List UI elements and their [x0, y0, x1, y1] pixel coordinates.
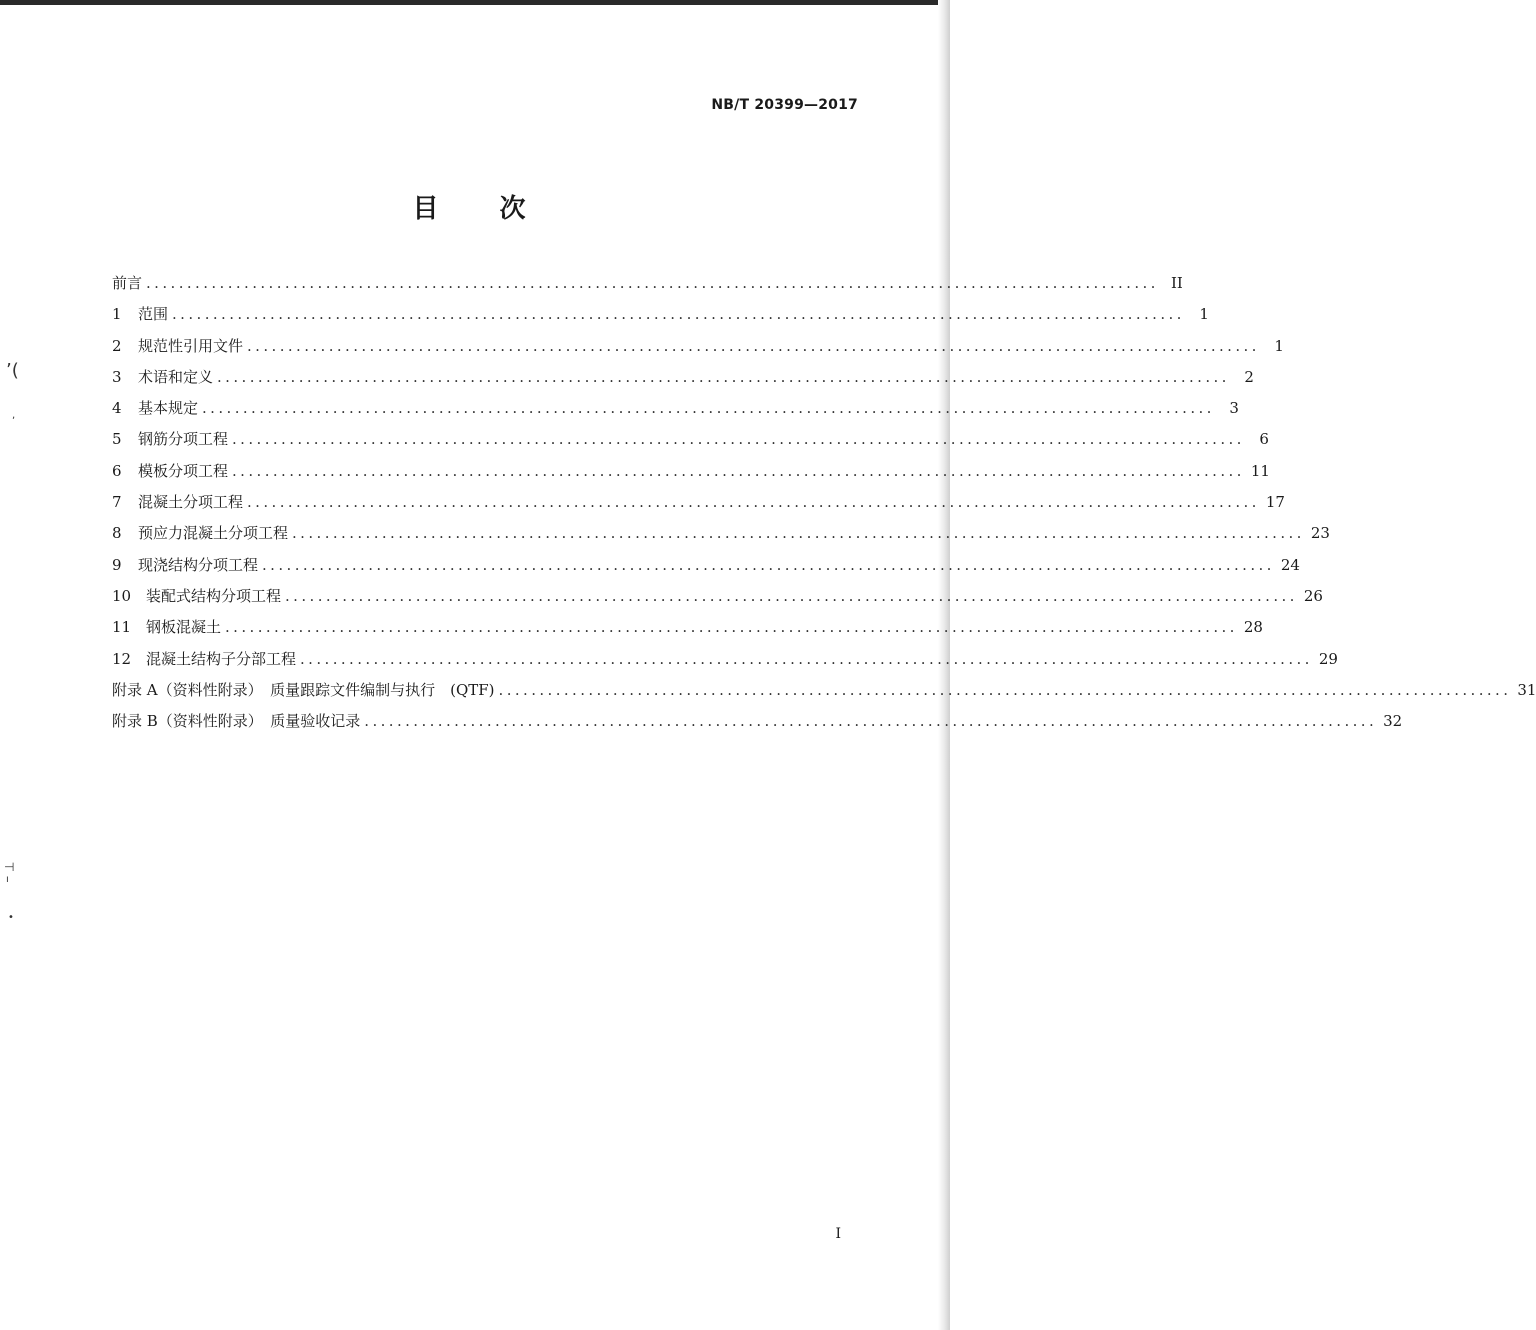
toc-entry-label [112, 393, 198, 424]
toc-entry-6[interactable] [112, 456, 1270, 487]
toc-dot-leader: ............................................................................................................................ [247, 336, 1260, 355]
toc-dot-leader: ............................................................................................................................ [300, 649, 1313, 668]
toc-title: 目 次 [412, 194, 552, 224]
toc-entry-title: 基本规定 [138, 399, 199, 418]
page-number: I [835, 1226, 841, 1242]
toc-entry-page: 31 [1517, 680, 1536, 699]
toc-entry-title: 混凝土分项工程 [138, 493, 244, 512]
scan-top-border [0, 0, 950, 5]
toc-dot-leader: ............................................................................................................................ [172, 305, 1185, 324]
toc-entry-label [112, 362, 213, 393]
toc-entry-foreword[interactable] [112, 268, 1183, 299]
toc-entry-title: 范围 [138, 305, 169, 324]
toc-entry-number: 2 [112, 336, 122, 355]
toc-entry-page: 29 [1318, 649, 1338, 668]
toc-entry-number: 8 [112, 524, 122, 543]
toc-entry-number: 3 [112, 367, 122, 386]
scan-artifact: ’( [6, 360, 19, 381]
scan-artifact: , [12, 410, 16, 421]
toc-entry-label [112, 550, 258, 581]
toc-dot-leader: ............................................................................................................................ [262, 555, 1275, 574]
toc-entry-page: 24 [1280, 555, 1300, 574]
toc-entry-page: 6 [1259, 430, 1269, 449]
toc-entry-number: 6 [112, 461, 122, 480]
toc-entry-2[interactable] [112, 331, 1284, 362]
toc-entry-page: 32 [1383, 712, 1403, 731]
toc-entry-page: 11 [1250, 461, 1270, 480]
toc-entry-title: 附录 B（资料性附录） 质量验收记录 [112, 712, 361, 731]
toc-entry-label [112, 706, 360, 737]
toc-entry-page: 2 [1244, 367, 1254, 386]
toc-entry-title: 钢板混凝土 [146, 618, 222, 637]
toc-entry-title: 规范性引用文件 [138, 336, 244, 355]
toc-entry-7[interactable] [112, 487, 1285, 518]
toc-entry-title: 术语和定义 [138, 367, 214, 386]
toc-entry-page: 17 [1265, 493, 1285, 512]
toc-entry-label [112, 424, 228, 455]
toc-entry-title: 模板分项工程 [138, 461, 229, 480]
toc-entry-page: 1 [1274, 336, 1284, 355]
toc-entry-title: 前言 [112, 274, 143, 292]
toc-entry-appendix-b[interactable] [112, 706, 1403, 737]
toc-entry-number: 12 [112, 649, 132, 668]
toc-entry-label [112, 487, 243, 518]
toc-dot-leader: ............................................................................................................................ [247, 493, 1260, 512]
toc-entry-4[interactable] [112, 393, 1239, 424]
toc-entry-3[interactable] [112, 362, 1254, 393]
toc-entry-5[interactable] [112, 424, 1269, 455]
toc-entry-page: II [1171, 274, 1183, 292]
toc-dot-leader: ............................................................................................................................ [285, 586, 1298, 605]
toc-entry-label [112, 675, 495, 706]
toc-dot-leader: ............................................................................................................................ [498, 680, 1512, 699]
toc-entry-number: 5 [112, 430, 122, 449]
toc-entry-title: 预应力混凝土分项工程 [138, 524, 289, 543]
toc-entry-11[interactable] [112, 612, 1263, 643]
toc-entry-appendix-a[interactable] [112, 675, 1536, 706]
toc-entry-label [112, 331, 243, 362]
toc-list [112, 268, 1536, 737]
toc-dot-leader: ............................................................................................................................ [232, 430, 1245, 449]
toc-entry-title: 现浇结构分项工程 [138, 555, 259, 574]
toc-entry-page: 1 [1199, 305, 1209, 324]
toc-entry-page: 23 [1310, 524, 1330, 543]
toc-dot-leader: ............................................................................................................................ [217, 367, 1230, 386]
toc-dot-leader: ............................................................................................................................ [232, 461, 1245, 480]
toc-entry-12[interactable] [112, 644, 1338, 675]
scan-artifact: ⊣ [4, 860, 15, 874]
toc-entry-number: 11 [112, 618, 132, 637]
toc-entry-9[interactable] [112, 550, 1300, 581]
toc-entry-page: 3 [1229, 399, 1239, 418]
toc-entry-number: 7 [112, 493, 122, 512]
toc-entry-page: 26 [1303, 586, 1323, 605]
toc-entry-number: 1 [112, 305, 122, 324]
toc-entry-title: 钢筋分项工程 [138, 430, 229, 449]
toc-entry-1[interactable] [112, 299, 1209, 330]
toc-dot-leader: ............................................................................................................................ [202, 399, 1215, 418]
toc-entry-label [112, 644, 296, 675]
toc-entry-label [112, 456, 228, 487]
scan-artifact: • [8, 912, 14, 923]
toc-entry-number: 10 [112, 586, 132, 605]
scan-artifact: ı [6, 874, 9, 885]
toc-entry-number: 4 [112, 399, 122, 418]
toc-entry-title: 附录 A（资料性附录） 质量跟踪文件编制与执行 (QTF) [112, 680, 495, 699]
toc-entry-title: 装配式结构分项工程 [146, 586, 282, 605]
toc-entry-label [112, 518, 288, 549]
toc-dot-leader: ............................................................................................................................ [146, 274, 1159, 292]
toc-entry-label [112, 299, 168, 330]
toc-dot-leader: ............................................................................................................................ [364, 712, 1378, 731]
toc-entry-label [112, 612, 221, 643]
toc-entry-8[interactable] [112, 518, 1330, 549]
toc-entry-title: 混凝土结构子分部工程 [146, 649, 297, 668]
toc-entry-10[interactable] [112, 581, 1323, 612]
toc-entry-number: 9 [112, 555, 122, 574]
toc-entry-label [112, 268, 142, 299]
toc-entry-label [112, 581, 281, 612]
toc-dot-leader: ............................................................................................................................ [225, 618, 1238, 637]
toc-dot-leader: ............................................................................................................................ [292, 524, 1305, 543]
toc-entry-page: 28 [1243, 618, 1263, 637]
standard-number: NB/T 20399—2017 [711, 97, 858, 113]
